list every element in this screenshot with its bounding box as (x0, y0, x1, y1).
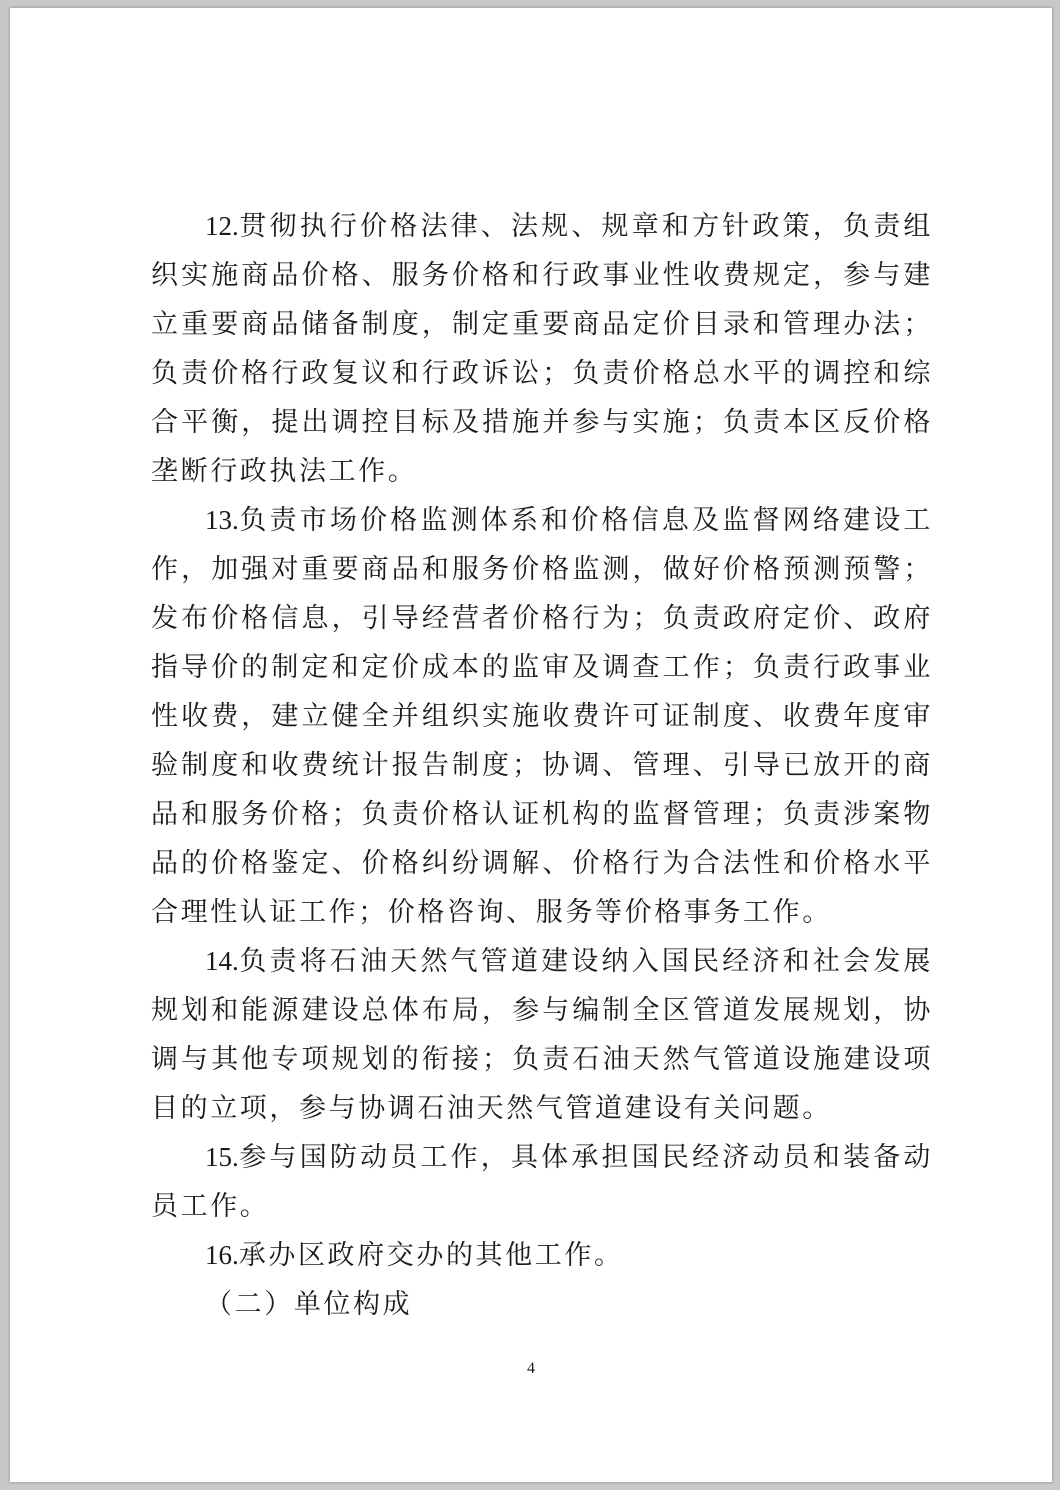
item-text: 参与国防动员工作，具体承担国民经济动员和装备动员工作。 (151, 1142, 933, 1222)
item-number: 14. (205, 946, 239, 976)
item-text: 负责市场价格监测体系和价格信息及监督网络建设工作，加强对重要商品和服务价格监测，做好价格预测预警；发布价格信息，引导经营者价格行为；负责政府定价、政府指导价的制定和定价成本的监审及调查工作；负责行政事业性收费，建立健全并组织实施收费许可证制度、收费年度审验制度和收费统计报告制度；协调、管理、引导已放开的商品和服务价格；负责价格认证机构的监督管理；负责涉案物品的价格鉴定、价格纠纷调解、价格行为合法性和价格水平合理性认证工作；价格咨询、服务等价格事务工作。 (151, 505, 933, 928)
page-number: 4 (527, 1360, 535, 1377)
paragraph-item-16 (151, 1231, 933, 1280)
document-page (10, 8, 1052, 1482)
item-number: 12. (205, 211, 239, 241)
document-body (151, 202, 933, 1329)
paragraph-item-12 (151, 202, 933, 496)
item-number: 13. (205, 505, 239, 535)
item-number: 16. (205, 1240, 239, 1270)
section-heading: （二）单位构成 (205, 1289, 413, 1320)
paragraph-item-14 (151, 937, 933, 1133)
paragraph-item-15 (151, 1133, 933, 1231)
paragraph-item-13 (151, 496, 933, 937)
item-text: 承办区政府交办的其他工作。 (238, 1240, 624, 1271)
item-text: 负责将石油天然气管道建设纳入国民经济和社会发展规划和能源建设总体布局，参与编制全区管道发展规划，协调与其他专项规划的衔接；负责石油天然气管道设施建设项目的立项，参与协调石油天然气管道建设有关问题。 (151, 946, 933, 1124)
item-text: 贯彻执行价格法律、法规、规章和方针政策，负责组织实施商品价格、服务价格和行政事业性收费规定，参与建立重要商品储备制度，制定重要商品定价目录和管理办法；负责价格行政复议和行政诉讼；负责价格总水平的调控和综合平衡，提出调控目标及措施并参与实施；负责本区反价格垄断行政执法工作。 (151, 211, 933, 487)
item-number: 15. (205, 1142, 239, 1172)
